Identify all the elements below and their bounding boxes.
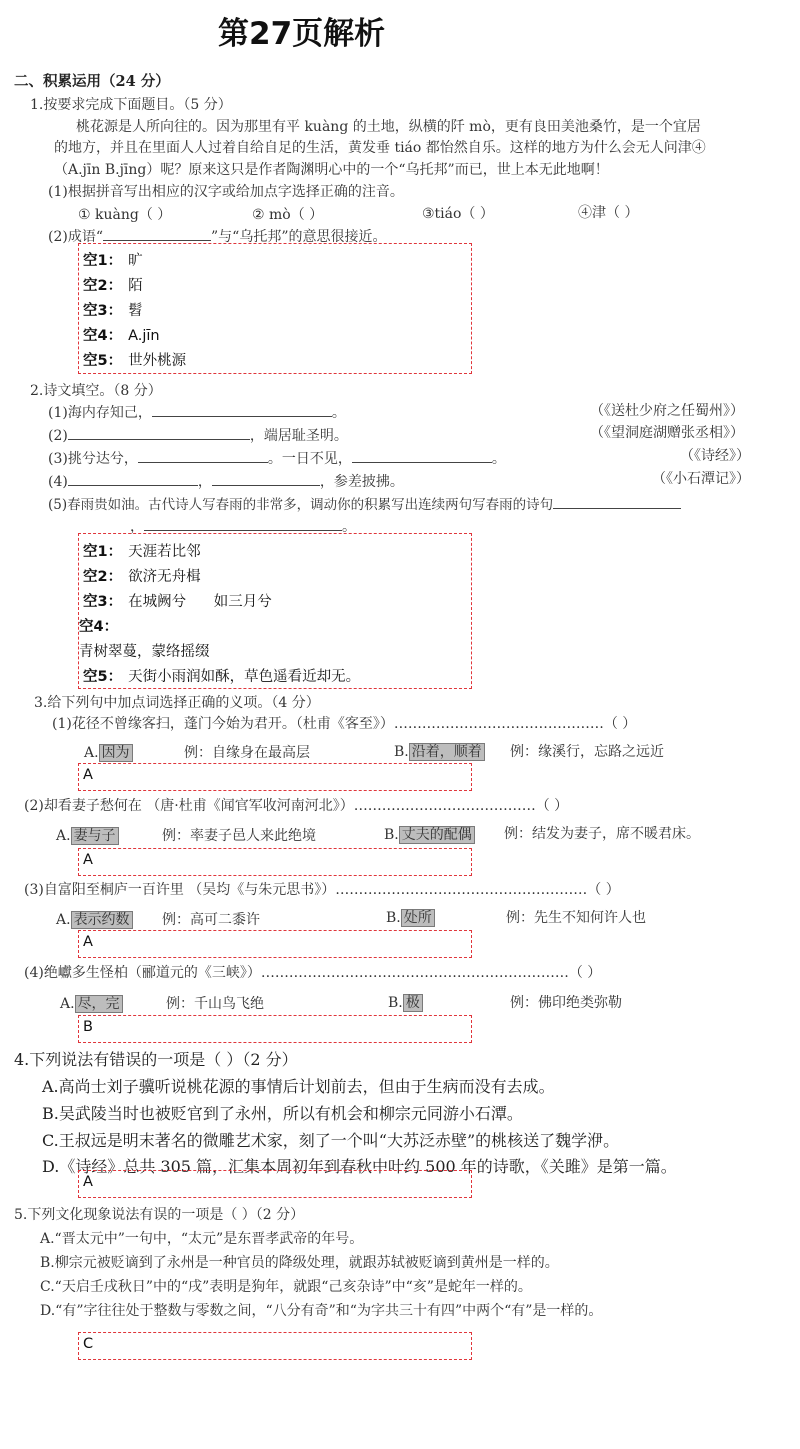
page-title: 第27页解析 bbox=[218, 16, 386, 52]
q3-4-option-b: B. 极 bbox=[388, 992, 423, 1012]
q4-option-a: A.高尚士刘子骥听说桃花源的事情后计划前去，但由于生病而没有去成。 bbox=[42, 1077, 555, 1096]
answer-box-q2 bbox=[78, 533, 472, 689]
q2-source4: （《小石潭记》） bbox=[652, 471, 750, 487]
q1-option-1: ① kuàng（ ） bbox=[78, 207, 172, 223]
q2-line2: (2) ，端居耻圣明。 bbox=[48, 425, 348, 445]
q4-option-d: D.《诗经》总共 305 篇，汇集本周初年到春秋中叶约 500 年的诗歌，《关雎》是第一篇。 bbox=[42, 1157, 677, 1176]
q1-option-3: ③tiáo（ ） bbox=[422, 206, 494, 222]
q1-para-line2: 的地方，并且在里面人人过着自给自足的生活，黄发垂 tiáo 都怡然自乐。这样的地方为什么会无人问津④ bbox=[54, 140, 706, 156]
q5-option-c: C.“天启壬戌秋日”中的“戌”表明是狗年，就跟“己亥杂诗”中“亥”是蛇年一样的。 bbox=[40, 1279, 532, 1295]
q2-line3: (3)挑兮达兮， 。一日不见， 。 bbox=[48, 448, 506, 468]
blank-line bbox=[103, 226, 211, 241]
q4-stem: 4.下列说法有错误的一项是（ ）（2 分） bbox=[14, 1050, 298, 1069]
q2-source3: （《诗经》） bbox=[680, 448, 750, 464]
q3-2-option-a: A. 妻与子 bbox=[56, 825, 119, 845]
q3-1-option-b: B. 沿着，顺着 bbox=[394, 741, 485, 761]
answer-box-q3-4: B bbox=[78, 1015, 472, 1043]
answer-box-q3-2: A bbox=[78, 848, 472, 876]
q2-stem: 2.诗文填空。（8 分） bbox=[30, 383, 162, 399]
q3-1-example-a: 例：自缘身在最高层 bbox=[184, 745, 310, 761]
answer-row: 空5： 天街小雨润如酥，草色遥看近却无。 bbox=[83, 669, 361, 685]
q2-line4: (4) ， ，参差披拂。 bbox=[48, 471, 404, 491]
answer-row: 空4： A.jīn bbox=[83, 328, 160, 344]
q3-sentence-1: (1)花径不曾缘客扫，蓬门今始为君开。（杜甫《客至》）………………………………………（ ） bbox=[52, 716, 637, 732]
q2-line5: (5)春雨贵如油。古代诗人写春雨的非常多，调动你的积累写出连续两句写春雨的诗句 bbox=[48, 493, 681, 513]
q3-2-example-a: 例：率妻子邑人来此绝境 bbox=[162, 828, 316, 844]
q5-option-d: D.“有”字往往处于整数与零数之间，“八分有奇”和“为字共三十有四”中两个“有”是一样的。 bbox=[40, 1303, 603, 1319]
q3-stem: 3.给下列句中加点词选择正确的义项。（4 分） bbox=[34, 695, 320, 711]
q5-option-b: B.柳宗元被贬谪到了永州是一种官员的降级处理，就跟苏轼被贬谪到黄州是一样的。 bbox=[40, 1255, 559, 1271]
q1-option-2: ② mò（ ） bbox=[252, 207, 324, 223]
q1-sub2-prefix: (2)成语“ bbox=[48, 229, 103, 245]
q1-para-line1: 桃花源是人所向往的。因为那里有平 kuàng 的土地，纵横的阡 mò，更有良田美池桑竹，是一个宜居 bbox=[76, 119, 701, 135]
answer-box-q1 bbox=[78, 243, 472, 374]
q2-line5-cont: ， 。 bbox=[130, 516, 356, 536]
q4-option-b: B.吴武陵当时也被贬官到了永州，所以有机会和柳宗元同游小石潭。 bbox=[42, 1104, 523, 1123]
q1-stem: 1.按要求完成下面题目。（5 分） bbox=[30, 97, 232, 113]
q3-3-example-a: 例：高可二黍许 bbox=[162, 912, 260, 928]
answer-row: 空1： 旷 bbox=[83, 253, 143, 269]
answer-row: 空1： 天涯若比邻 bbox=[83, 544, 201, 560]
answer-box-q3-1: A bbox=[78, 763, 472, 791]
q1-option-4: ④津（ ） bbox=[578, 205, 639, 221]
answer-box-q5: C bbox=[78, 1332, 472, 1360]
section-heading: 二、积累运用（24 分） bbox=[14, 73, 170, 90]
answer-box-q3-3: A bbox=[78, 930, 472, 958]
q3-3-option-b: B. 处所 bbox=[386, 907, 435, 927]
q3-2-option-b: B. 丈夫的配偶 bbox=[384, 824, 475, 844]
q1-para-line3: （A.jīn B.jīng）呢？原来这只是作者陶渊明心中的一个“乌托邦”而已，世上本无此地啊！ bbox=[54, 162, 609, 178]
answer-row: 空5： 世外桃源 bbox=[83, 353, 187, 369]
answer-row: 空3： 髫 bbox=[83, 303, 143, 319]
q3-3-example-b: 例：先生不知何许人也 bbox=[506, 910, 646, 926]
q5-option-a: A.“晋太元中”一句中，“太元”是东晋孝武帝的年号。 bbox=[40, 1231, 364, 1247]
answer-row: 空3： 在城阙兮 如三月兮 bbox=[83, 594, 272, 610]
q4-option-c: C.王叔远是明末著名的微雕艺术家，刻了一个叫“大苏泛赤壁”的桃核送了魏学洢。 bbox=[42, 1131, 620, 1150]
q3-4-option-a: A. 尽，完 bbox=[60, 993, 123, 1013]
q3-1-example-b: 例：缘溪行，忘路之远近 bbox=[510, 744, 664, 760]
q2-source1: （《送杜少府之任蜀州》） bbox=[590, 403, 744, 419]
q3-4-example-a: 例：千山鸟飞绝 bbox=[166, 996, 264, 1012]
answer-box-q4: A bbox=[78, 1170, 472, 1198]
q3-3-option-a: A. 表示约数 bbox=[56, 909, 133, 929]
q3-2-example-b: 例：结发为妻子，席不暖君床。 bbox=[504, 826, 700, 842]
answer-row: 空2： 陌 bbox=[83, 278, 143, 294]
q3-4-example-b: 例：佛印绝类弥勒 bbox=[510, 995, 622, 1011]
q2-line1: (1)海内存知己， 。 bbox=[48, 402, 346, 422]
q1-sub2-suffix: ”与“乌托邦”的意思很接近。 bbox=[211, 229, 387, 245]
q3-1-option-a: A. 因为 bbox=[84, 742, 133, 762]
answer-row: 空4： bbox=[79, 619, 119, 635]
q2-source2: （《望洞庭湖赠张丞相》） bbox=[590, 425, 744, 441]
q3-sentence-3: (3)自富阳至桐庐一百许里 （吴均《与朱元思书》）………………………………………………（ ） bbox=[24, 882, 620, 898]
q3-sentence-4: (4)绝巘多生怪柏（郦道元的《三峡》）…………………………………………………………（ ） bbox=[24, 965, 602, 981]
answer-row: 青树翠蔓，蒙络摇缀 bbox=[79, 644, 210, 660]
answer-row: 空2： 欲济无舟楫 bbox=[83, 569, 201, 585]
q5-stem: 5.下列文化现象说法有误的一项是（ ）（2 分） bbox=[14, 1207, 305, 1223]
q3-sentence-2: (2)却看妻子愁何在 （唐·杜甫《闻官军收河南河北》）…………………………………（ ） bbox=[24, 798, 569, 814]
q1-sub1: (1)根据拼音写出相应的汉字或给加点字选择正确的注音。 bbox=[48, 184, 404, 200]
